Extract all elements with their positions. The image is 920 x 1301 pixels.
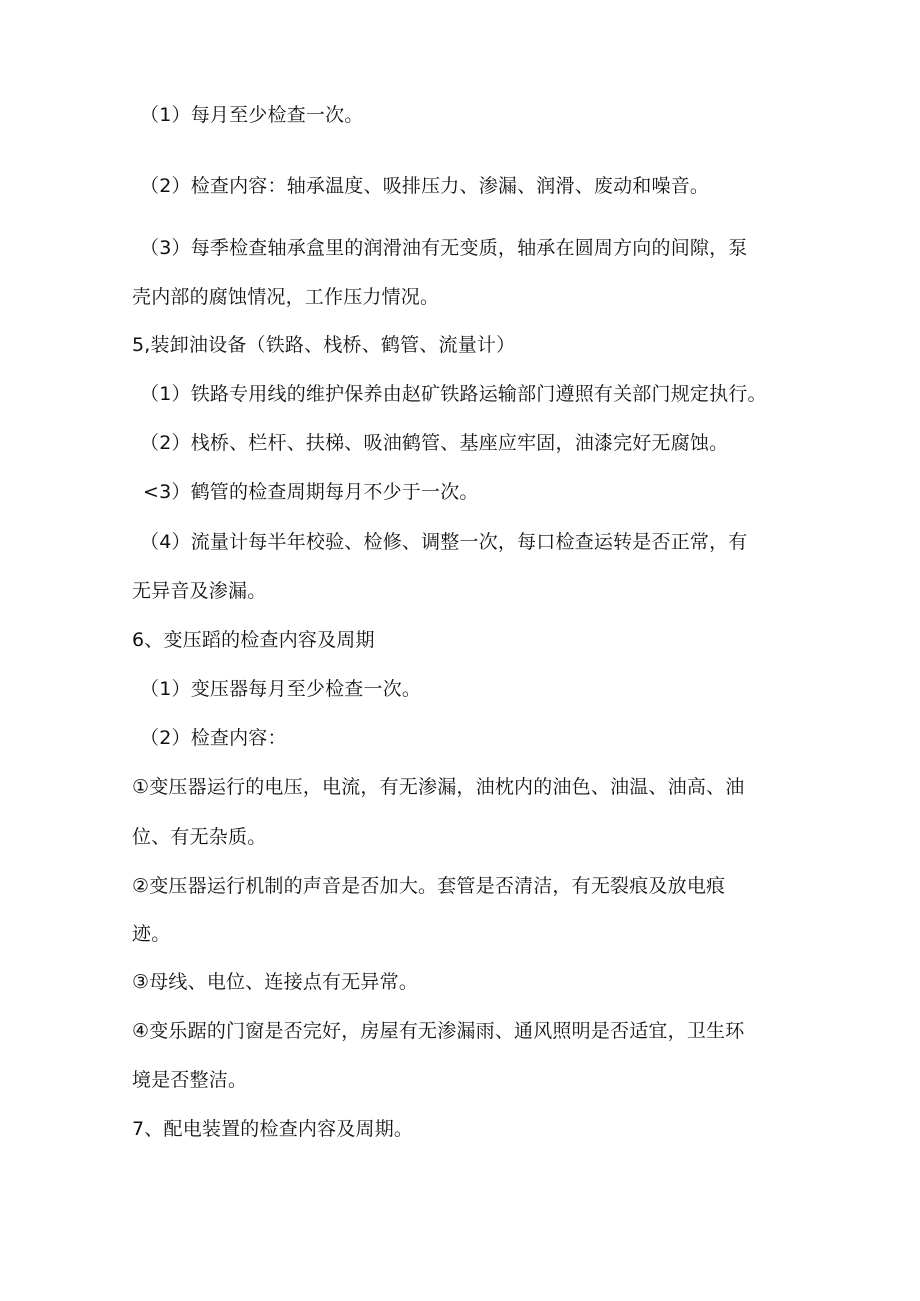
text-line-9: （4）流量计每半年校验、检修、调整一次，每口检查运转是否正常，有 xyxy=(140,531,748,553)
text-line-4: 壳内部的腐蚀情况，工作压力情况。 xyxy=(132,286,440,308)
text-line-13: （2）检查内容： xyxy=(140,727,287,749)
text-line-11: 6、变压蹈的检查内容及周期 xyxy=(132,629,375,651)
text-line-20: 境是否整洁。 xyxy=(132,1069,248,1091)
text-line-2: （2）检查内容：轴承温度、吸排压力、渗漏、润滑、废动和噪音。 xyxy=(140,175,710,197)
text-line-18: ③母线、电位、连接点有无异常。 xyxy=(132,971,419,993)
text-line-17: 迹。 xyxy=(132,923,171,945)
text-line-10: 无异音及渗漏。 xyxy=(132,580,267,602)
text-line-3: （3）每季检查轴承盒里的润滑油有无变质，轴承在圆周方向的间隙，泵 xyxy=(140,237,748,259)
text-line-12: （1）变压器每月至少检查一次。 xyxy=(140,678,422,700)
text-line-19: ④变乐踞的门窗是否完好，房屋有无渗漏雨、通风照明是否适宜，卫生环 xyxy=(132,1020,745,1042)
text-line-16: ②变压器运行机制的声音是否加大。套管是否清洁，有无裂痕及放电痕 xyxy=(132,875,726,897)
text-line-7: （2）栈桥、栏杆、扶梯、吸油鹤管、基座应牢固，油漆完好无腐蚀。 xyxy=(140,432,729,454)
text-line-14: ①变压器运行的电压，电流，有无渗漏，油枕内的油色、油温、油高、油 xyxy=(132,776,745,798)
text-line-15: 位、有无杂质。 xyxy=(132,826,267,848)
text-line-8: <3）鹤管的检查周期每月不少于一次。 xyxy=(143,481,479,503)
text-line-6: （1）铁路专用线的维护保养由赵矿铁路运输部门遵照有关部门规定执行。 xyxy=(140,383,767,405)
text-line-5: 5,装卸油设备（铁路、栈桥、鹤管、流量计） xyxy=(132,334,516,356)
text-line-21: 7、配电装置的检查内容及周期。 xyxy=(132,1118,414,1140)
text-line-1: （1）每月至少检查一次。 xyxy=(140,104,364,126)
